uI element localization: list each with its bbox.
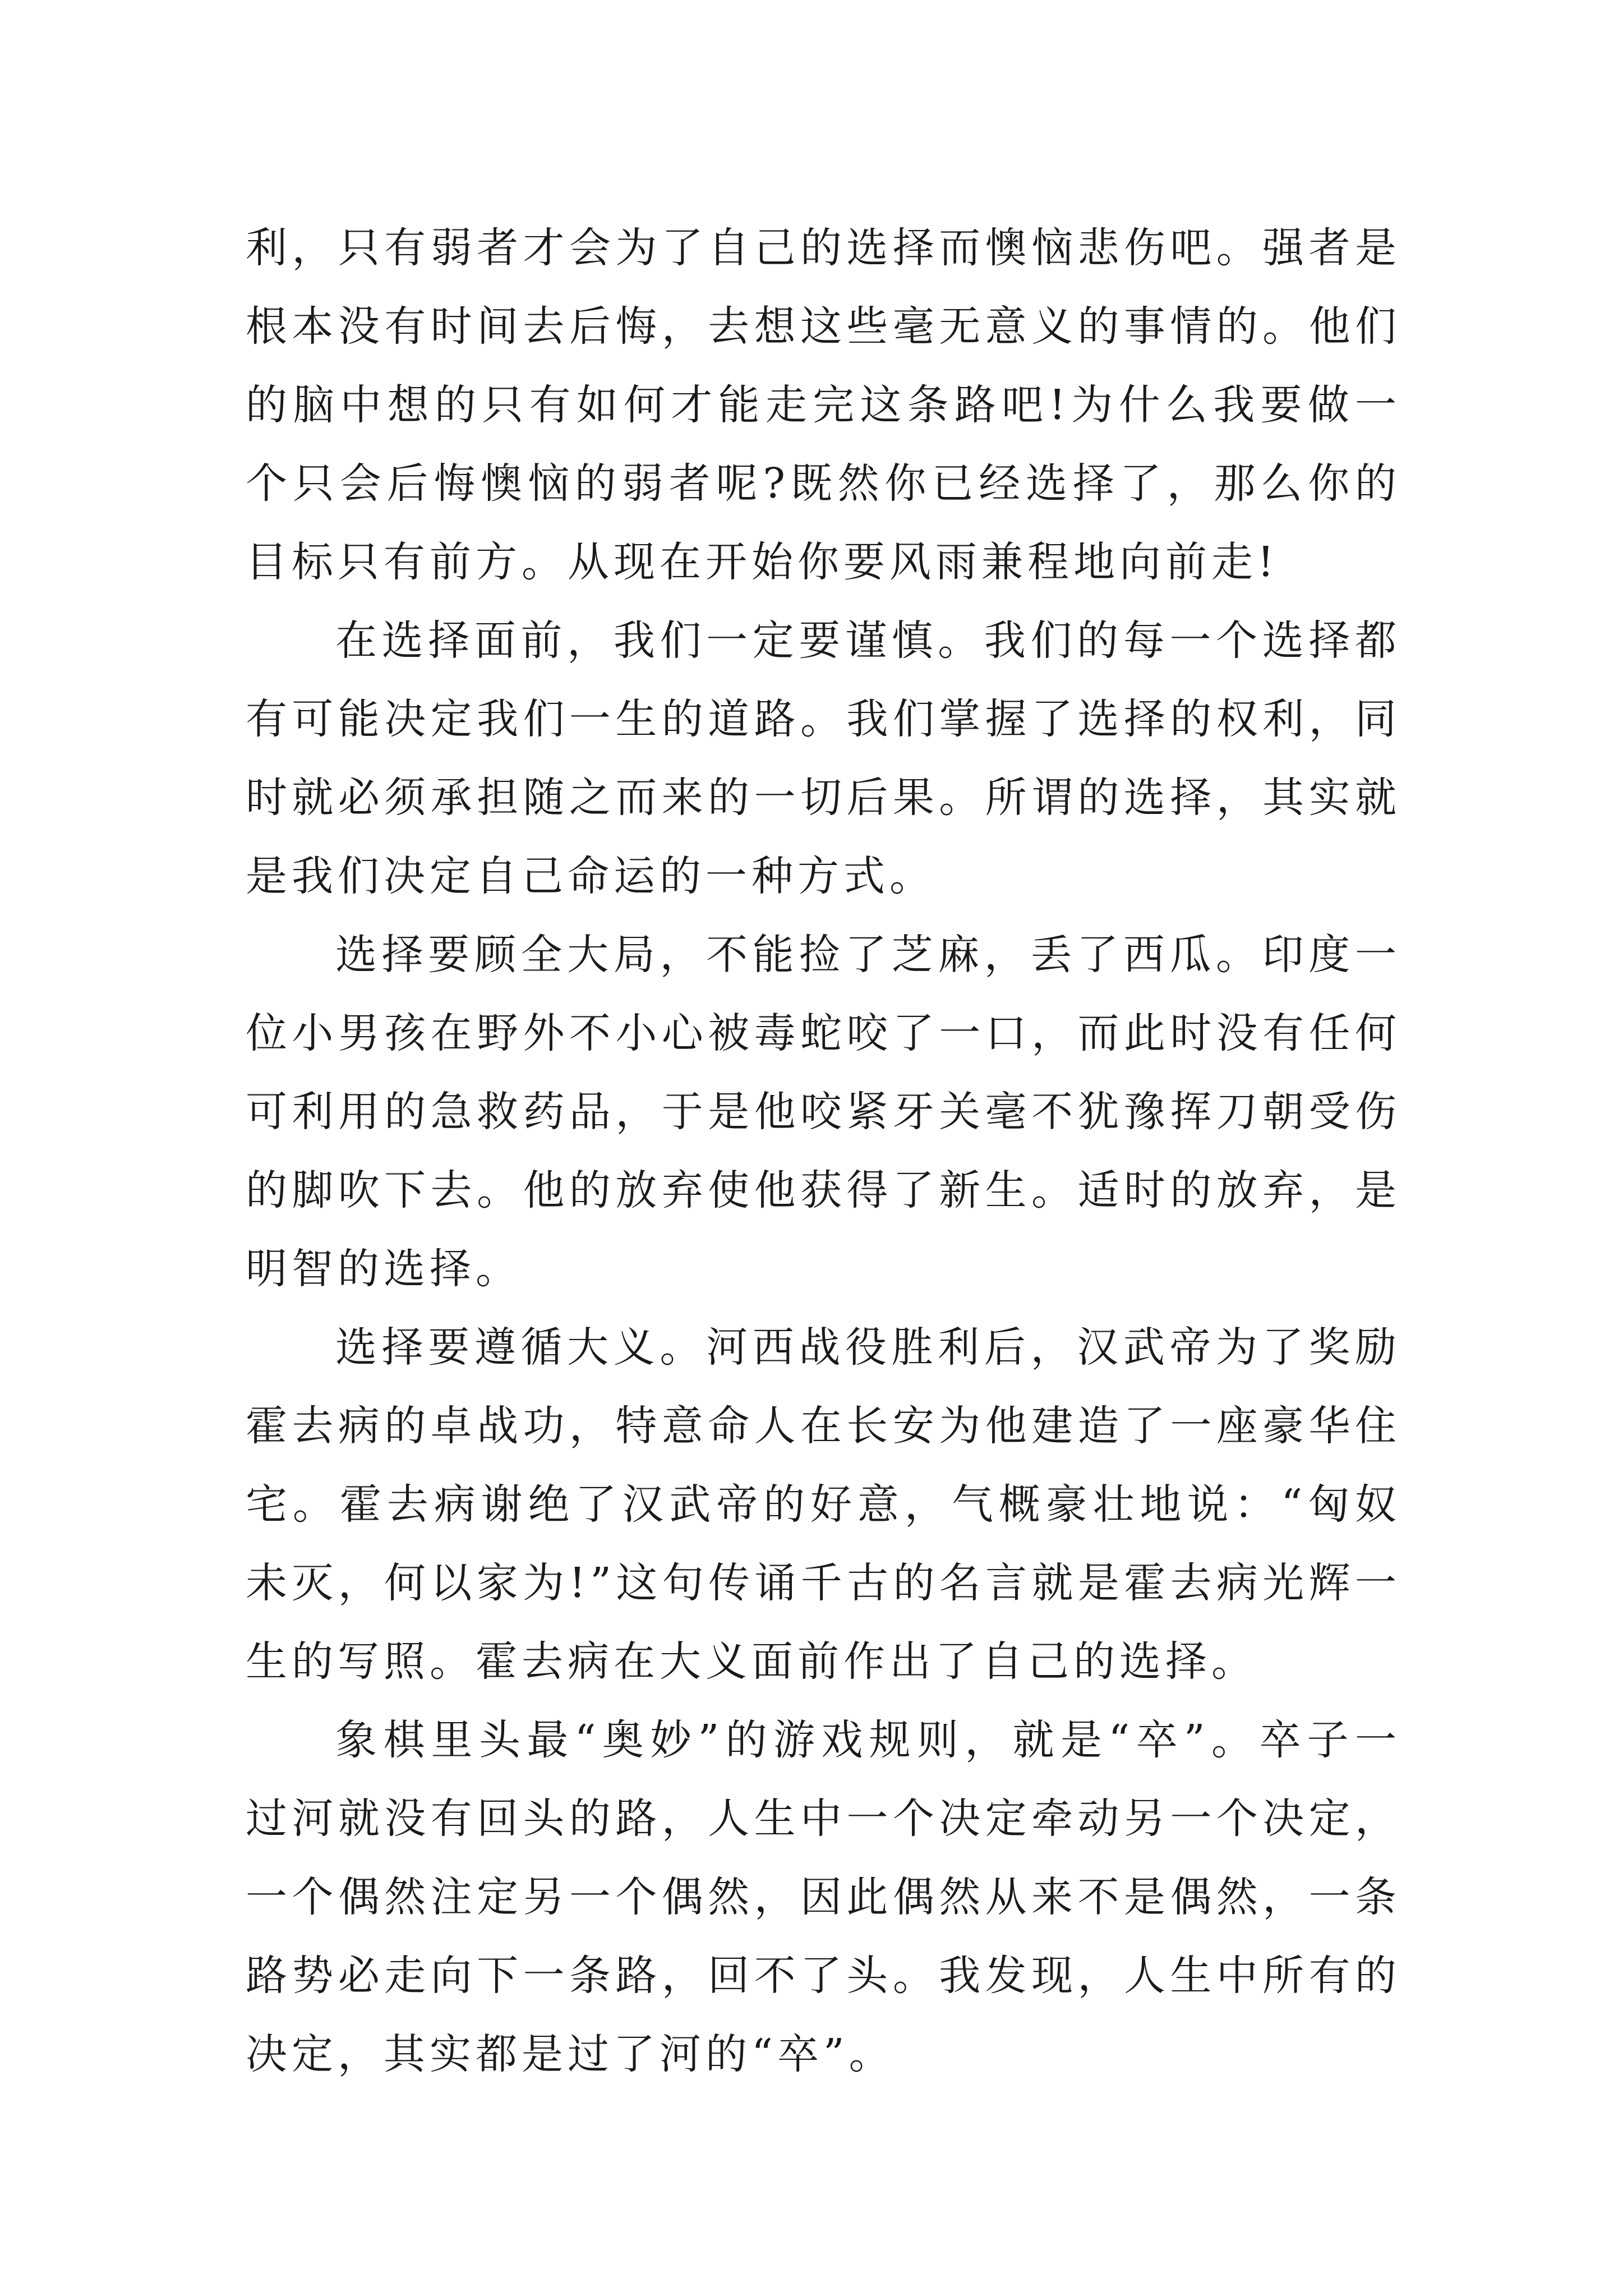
paragraph-1: 利，只有弱者才会为了自己的选择而懊恼悲伤吧。强者是根本没有时间去后悔，去想这些毫无意义的事情的。他们的脑中想的只有如何才能走完这条路吧!为什么我要做一个只会后悔懊恼的弱者呢?既然你已经选择了，那么你的目标只有前方。从现在开始你要风雨兼程地向前走!: [246, 224, 1401, 586]
paragraph-4: 选择要遵循大义。河西战役胜利后，汉武帝为了奖励霍去病的卓战功，特意命人在长安为他建造了一座豪华住宅。霍去病谢绝了汉武帝的好意，气概豪壮地说：“匈奴未灭，何以家为!”这句传诵千古的名言就是霍去病光辉一生的写照。霍去病在大义面前作出了自己的选择。: [246, 1323, 1401, 1686]
paragraph-2: 在选择面前，我们一定要谨慎。我们的每一个选择都有可能决定我们一生的道路。我们掌握了选择的权利，同时就必须承担随之而来的一切后果。所谓的选择，其实就是我们决定自己命运的一种方式。: [246, 616, 1401, 900]
document-body: [246, 209, 1401, 2093]
paragraph-3: 选择要顾全大局，不能捡了芝麻，丢了西瓜。印度一位小男孩在野外不小心被毒蛇咬了一口，而此时没有任何可利用的急救药品，于是他咬紧牙关毫不犹豫挥刀朝受伤的脚吹下去。他的放弃使他获得了新生。适时的放弃，是明智的选择。: [246, 931, 1401, 1293]
paragraph-5: 象棋里头最“奥妙”的游戏规则，就是“卒”。卒子一过河就没有回头的路，人生中一个决定牵动另一个决定，一个偶然注定另一个偶然，因此偶然从来不是偶然，一条路势必走向下一条路，回不了头。我发现，人生中所有的决定，其实都是过了河的“卒”。: [246, 1716, 1401, 2078]
